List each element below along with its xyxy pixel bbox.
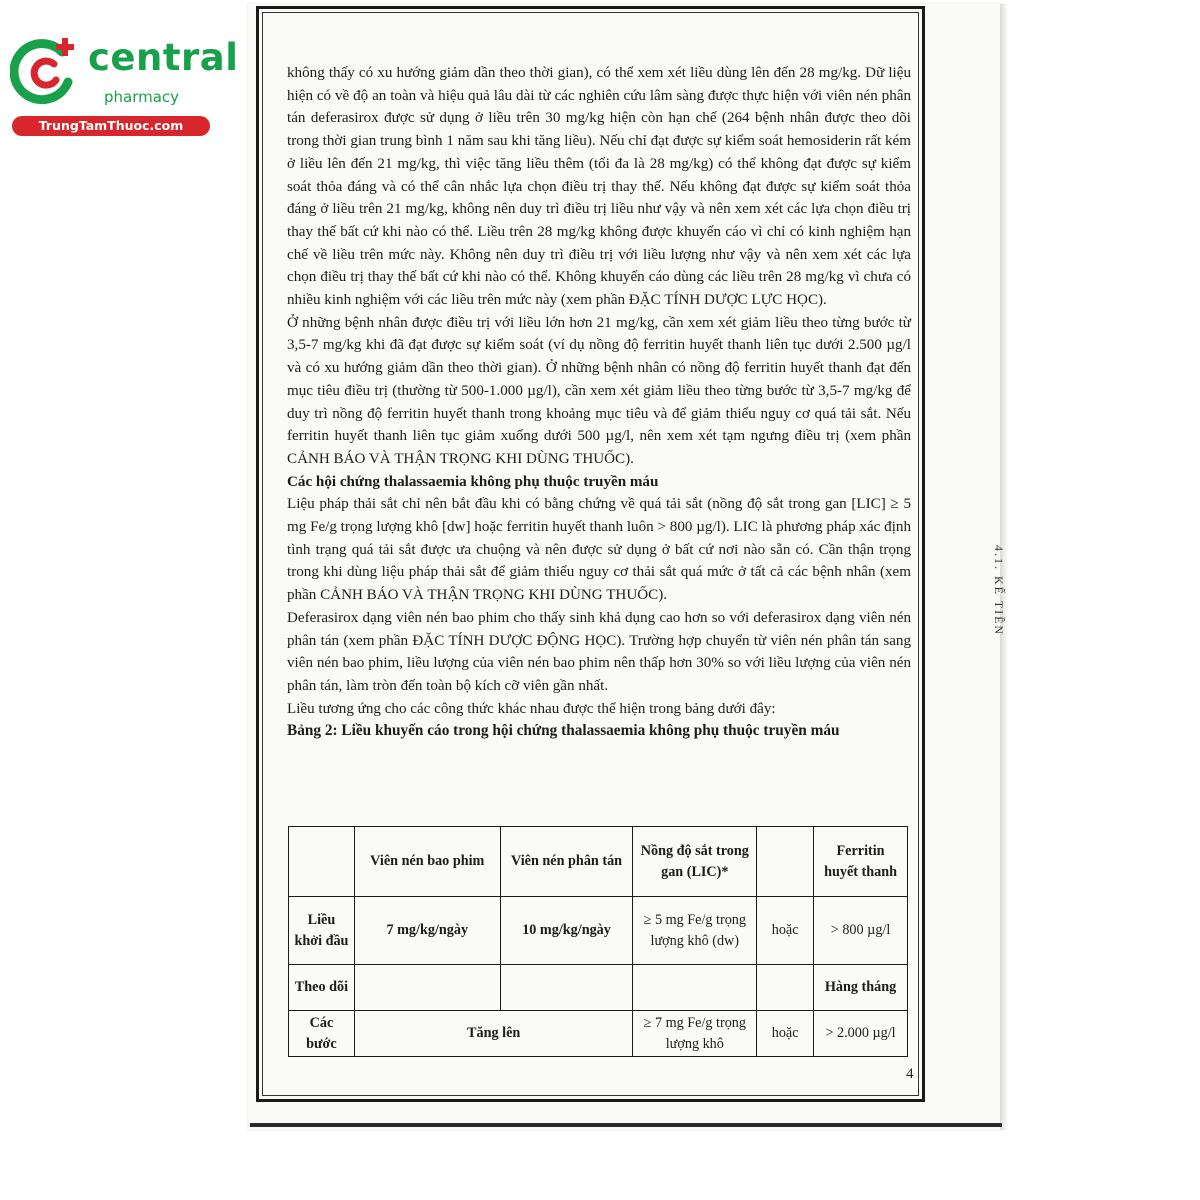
- table-header-cell: Ferritin huyết thanh: [814, 827, 908, 897]
- table-header-cell: [289, 827, 355, 897]
- table-cell: 10 mg/kg/ngày: [500, 897, 633, 965]
- paragraph: Liệu pháp thải sắt chỉ nên bắt đầu khi có bằng chứng về quá tải sắt (nồng độ sắt trong gan [LIC] ≥ 5 mg Fe/g trọng lượng khô [dw] hoặc ferritin huyết thanh luôn > 800 µg/l). LIC là phương pháp xác định tình trạng quá tải sắt được ưa chuộng và nên được sử dụng ở bất cứ nơi nào sẵn có. Cần thận trọng trong khi dùng liệu pháp thải sắt để giảm thiểu nguy cơ thải sắt quá mức ở tất cả các bệnh nhân (xem phần CẢNH BÁO VÀ THẬN TRỌNG KHI DÙNG THUỐC).: [287, 496, 911, 604]
- table-cell: ≥ 5 mg Fe/g trọng lượng khô (dw): [633, 897, 757, 965]
- table-cell: [633, 965, 757, 1011]
- table-row-label: Theo dõi: [289, 965, 355, 1011]
- table-title: Bảng 2: Liều khuyến cáo trong hội chứng thalassaemia không phụ thuộc truyền máu: [287, 722, 840, 740]
- table-cell: > 2.000 µg/l: [814, 1011, 908, 1057]
- section-heading: Các hội chứng thalassaemia không phụ thuộc truyền máu: [287, 473, 659, 490]
- table-cell: Hàng tháng: [814, 965, 908, 1011]
- table-header-cell: Nồng độ sắt trong gan (LIC)*: [633, 827, 757, 897]
- logo-subtitle: pharmacy: [104, 88, 180, 106]
- table-cell: hoặc: [757, 897, 814, 965]
- dosing-table: [288, 826, 908, 1057]
- margin-stamp: 4.1. KẾ TIỀN: [992, 545, 1006, 637]
- page-bottom-edge: [250, 1123, 1002, 1127]
- logo-name: central: [88, 36, 239, 79]
- table-header-cell: [757, 827, 814, 897]
- pharmacy-logo[interactable]: [0, 32, 239, 142]
- table-row: [289, 1011, 908, 1057]
- table-cell: > 800 µg/l: [814, 897, 908, 965]
- table-row-label: Liều khởi đầu: [289, 897, 355, 965]
- table-cell: [354, 965, 500, 1011]
- table-row: [289, 897, 908, 965]
- table-row-label: Các bước: [289, 1011, 355, 1057]
- document-body: [287, 62, 911, 743]
- table-header-cell: Viên nén phân tán: [500, 827, 633, 897]
- central-logo-icon: [10, 38, 78, 106]
- table-cell: [500, 965, 633, 1011]
- table-cell: [757, 965, 814, 1011]
- table-row: [289, 965, 908, 1011]
- table-cell: hoặc: [757, 1011, 814, 1057]
- table-header-cell: Viên nén bao phim: [354, 827, 500, 897]
- table-cell: 7 mg/kg/ngày: [354, 897, 500, 965]
- logo-url-badge[interactable]: TrungTamThuoc.com: [12, 116, 210, 136]
- page-number: 4: [906, 1066, 914, 1082]
- table-header-row: [289, 827, 908, 897]
- table-cell: ≥ 7 mg Fe/g trọng lượng khô: [633, 1011, 757, 1057]
- paragraph: Liều tương ứng cho các công thức khác nhau được thể hiện trong bảng dưới đây:: [287, 700, 776, 717]
- paragraph: không thấy có xu hướng giảm dần theo thời gian), có thể xem xét liều dùng lên đến 28 mg/kg. Dữ liệu hiện có về độ an toàn và hiệu quả lâu dài từ các nghiên cứu lâm sàng được thực hiện với viên nén phân tán deferasirox được sử dụng ở liều trên 30 mg/kg hiện còn hạn chế (264 bệnh nhân được theo dõi trong thời gian trung bình 1 năm sau khi tăng liều). Nếu chỉ đạt được sự kiểm soát hemosiderin rất kém ở liều lên đến 21 mg/kg, thì việc tăng liều thêm (tối đa là 28 mg/kg) có thể không đạt được sự kiểm soát thỏa đáng và có thể cân nhắc lựa chọn điều trị thay thế. Nếu không đạt được sự kiểm soát thỏa đáng ở liều trên 21 mg/kg, không nên duy trì điều trị liều như vậy và nên xem xét các lựa chọn điều trị thay thế bất cứ khi nào có thể. Liều trên 28 mg/kg không được khuyến cáo vì chỉ có kinh nghiệm hạn chế về liều trên mức này. Không nên duy trì điều trị với liều lượng như vậy và nên xem xét các lựa chọn điều trị thay thế bất cứ khi nào có thể. Không khuyến cáo dùng các liều trên 28 mg/kg vì chưa có nhiều kinh nghiệm với các liều trên mức này (xem phần ĐẶC TÍNH DƯỢC LỰC HỌC).: [287, 65, 911, 309]
- table-cell: Tăng lên: [354, 1011, 633, 1057]
- paragraph: Deferasirox dạng viên nén bao phim cho thấy sinh khả dụng cao hơn so với deferasirox dạng viên nén phân tán (xem phần ĐẶC TÍNH DƯỢC ĐỘNG HỌC). Trường hợp chuyển từ viên nén phân tán sang viên nén bao phim, liều lượng của viên nén bao phim nên thấp hơn 30% so với liều lượng của viên nén phân tán, làm tròn đến toàn bộ kích cỡ viên gần nhất.: [287, 609, 911, 694]
- paragraph: Ở những bệnh nhân được điều trị với liều lớn hơn 21 mg/kg, cần xem xét giảm liều theo từng bước từ 3,5-7 mg/kg khi đã đạt được sự kiểm soát (ví dụ nồng độ ferritin huyết thanh liên tục dưới 2.500 µg/l và có xu hướng giảm dần theo thời gian). Ở những bệnh nhân có nồng độ ferritin huyết thanh đạt đến mục tiêu điều trị (thường từ 500-1.000 µg/l), cần xem xét giảm liều theo từng bước từ 3,5-7 mg/kg để duy trì nồng độ ferritin huyết thanh trong khoảng mục tiêu và để giảm thiểu nguy cơ quá tải sắt. Nếu ferritin huyết thanh liên tục giảm xuống dưới 500 µg/l, nên xem xét tạm ngưng điều trị (xem phần CẢNH BÁO VÀ THẬN TRỌNG KHI DÙNG THUỐC).: [287, 314, 911, 467]
